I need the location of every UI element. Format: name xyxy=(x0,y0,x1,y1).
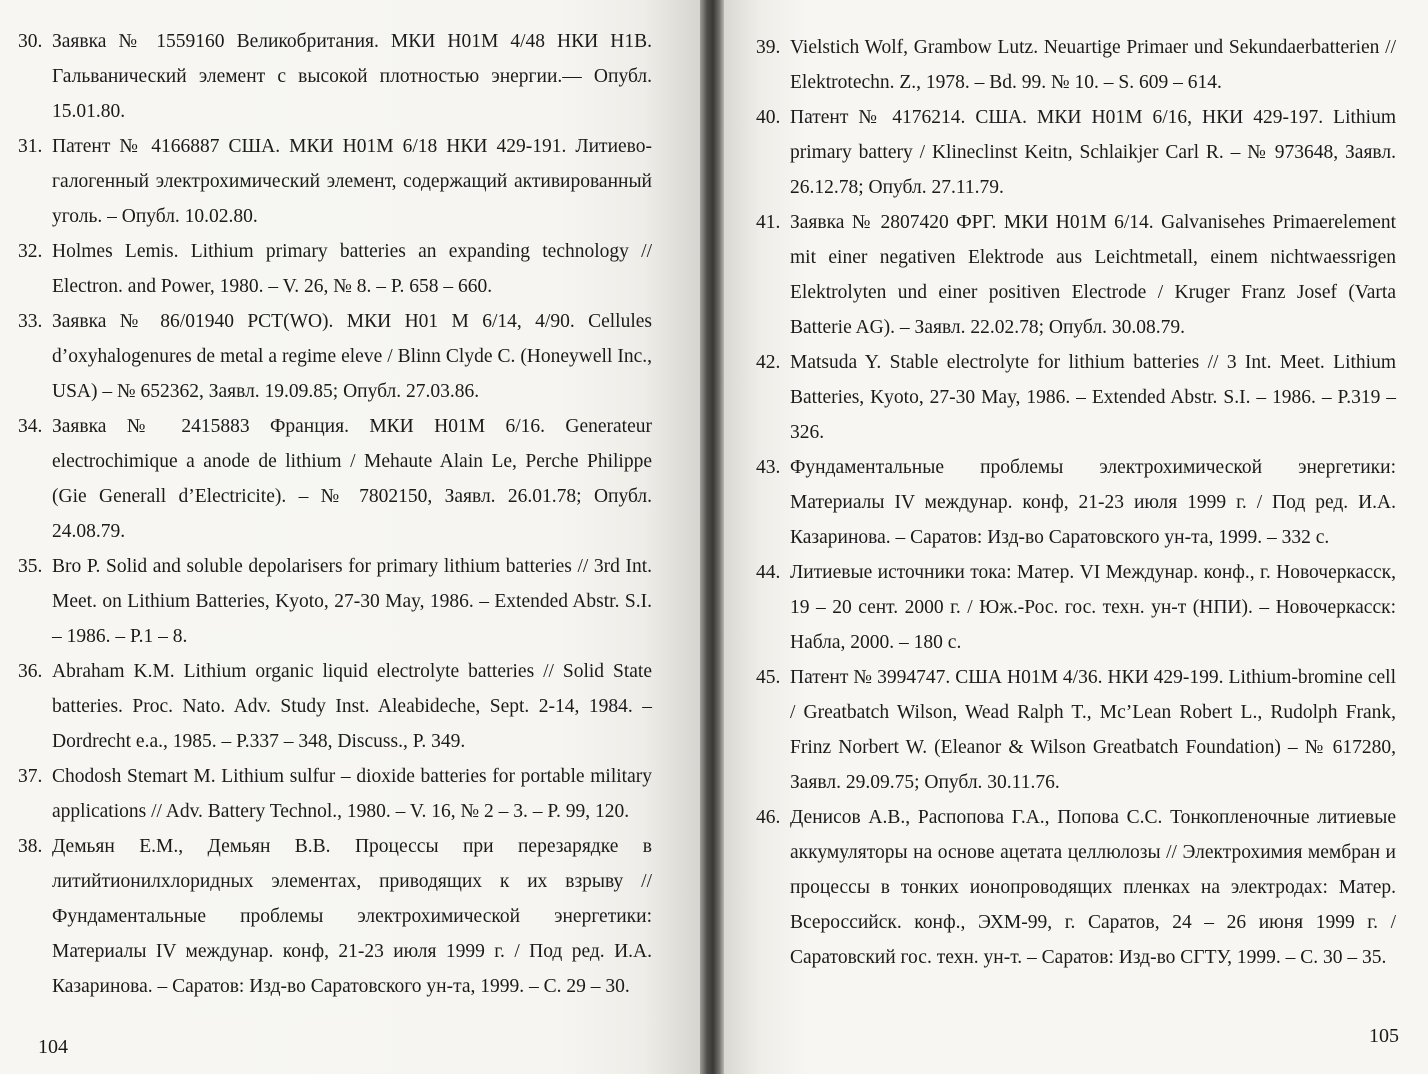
reference-item xyxy=(18,829,652,1004)
reference-number: 37. xyxy=(18,766,43,787)
reference-item xyxy=(756,800,1396,975)
reference-text: Патент № 3994747. США Н01М 4/36. НКИ 429-199. Lithium-bromine cell / Greatbatch Wilson, Wead Ralph T., Mc’Lean Robert L., Rudolph Frank, Frinz Norbert W. (Eleanor & Wilson Greatbatch Foundation) – № 617280, Заявл. 29.09.75; Опубл. 30.11.76. xyxy=(790,667,1396,793)
reference-item xyxy=(18,409,652,549)
reference-number: 42. xyxy=(756,352,781,373)
reference-item xyxy=(18,24,652,129)
reference-text: Заявка № 1559160 Великобритания. МКИ Н01М 4/48 НКИ Н1В. Гальванический элемент с высокой плотностью энергии.— Опубл. 15.01.80. xyxy=(52,31,652,122)
reference-number: 45. xyxy=(756,667,781,688)
reference-item xyxy=(18,654,652,759)
reference-text: Литиевые источники тока: Матер. VI Междунар. конф., г. Новочеркасск, 19 – 20 сент. 2000 г. / Юж.-Рос. гос. техн. ун-т (НПИ). – Новочеркасск: Набла, 2000. – 180 с. xyxy=(790,562,1396,653)
reference-item xyxy=(18,304,652,409)
reference-text: Matsuda Y. Stable electrolyte for lithium batteries // 3 Int. Meet. Lithium Batteries, Kyoto, 27-30 May, 1986. – Extended Abstr. S.I. – 1986. – P.319 – 326. xyxy=(790,352,1396,443)
reference-item xyxy=(756,660,1396,800)
reference-number: 44. xyxy=(756,562,781,583)
reference-number: 31. xyxy=(18,136,43,157)
reference-text: Bro P. Solid and soluble depolarisers for primary lithium batteries // 3rd Int. Meet. on Lithium Batteries, Kyoto, 27-30 May, 1986. – Extended Abstr. S.I. – 1986. – P.1 – 8. xyxy=(52,556,652,647)
reference-text: Chodosh Stemart M. Lithium sulfur – dioxide batteries for portable military applications // Adv. Battery Technol., 1980. – V. 16, № 2 – 3. – P. 99, 120. xyxy=(52,766,652,822)
reference-text: Holmes Lemis. Lithium primary batteries an expanding technology // Electron. and Power, 1980. – V. 26, № 8. – P. 658 – 660. xyxy=(52,241,652,297)
reference-number: 33. xyxy=(18,311,43,332)
reference-item xyxy=(756,450,1396,555)
reference-item xyxy=(756,100,1396,205)
reference-number: 34. xyxy=(18,416,43,437)
page-number-right: 105 xyxy=(1369,1025,1399,1047)
page-number-left: 104 xyxy=(38,1036,68,1058)
reference-item xyxy=(756,345,1396,450)
reference-number: 46. xyxy=(756,807,781,828)
reference-number: 32. xyxy=(18,241,43,262)
reference-item xyxy=(18,549,652,654)
reference-number: 30. xyxy=(18,31,43,52)
reference-item xyxy=(756,555,1396,660)
reference-text: Демьян Е.М., Демьян В.В. Процессы при перезарядке в литийтионилхлоридных элементах, приводящих к их взрыву // Фундаментальные проблемы электрохимической энергетики: Материалы IV междунар. конф, 21-23 июля 1999 г. / Под ред. И.А. Казаринова. – Саратов: Изд-во Саратовского ун-та, 1999. – С. 29 – 30. xyxy=(52,836,652,997)
reference-text: Заявка № 2807420 ФРГ. МКИ Н01М 6/14. Galvanisehes Primaerelement mit einer negativen Elektrode aus Leichtmetall, einem nichtwaessrigen Elektrolyten und einer positiven Electrode / Kruger Franz Josef (Varta Batterie AG). – Заявл. 22.02.78; Опубл. 30.08.79. xyxy=(790,212,1396,338)
left-page xyxy=(0,0,700,1074)
reference-number: 39. xyxy=(756,37,781,58)
reference-text: Заявка № 86/01940 PCT(WO). МКИ H01 M 6/14, 4/90. Cellules d’oxyhalogenures de metal a regime eleve / Blinn Clyde C. (Honeywell Inc., USA) – № 652362, Заявл. 19.09.85; Опубл. 27.03.86. xyxy=(52,311,652,402)
reference-item xyxy=(18,234,652,304)
reference-number: 36. xyxy=(18,661,43,682)
reference-list-left xyxy=(18,24,652,1004)
reference-text: Vielstich Wolf, Grambow Lutz. Neuartige Primaer und Sekundaerbatterien // Elektrotechn. Z., 1978. – Bd. 99. № 10. – S. 609 – 614. xyxy=(790,37,1396,93)
reference-number: 40. xyxy=(756,107,781,128)
reference-item xyxy=(18,129,652,234)
reference-text: Денисов А.В., Распопова Г.А., Попова С.С. Тонкопленочные литиевые аккумуляторы на основе ацетата целлюлозы // Электрохимия мембран и процессы в тонких ионопроводящих пленках на электродах: Матер. Всероссийск. конф., ЭХМ-99, г. Саратов, 24 – 26 июня 1999 г. / Саратовский гос. техн. ун-т. – Саратов: Изд-во СГТУ, 1999. – С. 30 – 35. xyxy=(790,807,1396,968)
reference-number: 35. xyxy=(18,556,43,577)
reference-item xyxy=(756,205,1396,345)
reference-text: Abraham K.M. Lithium organic liquid electrolyte batteries // Solid State batteries. Proc. Nato. Adv. Study Inst. Aleabideche, Sept. 2-14, 1984. – Dordrecht e.a., 1985. – P.337 – 348, Discuss., P. 349. xyxy=(52,661,652,752)
right-page xyxy=(724,0,1428,1074)
reference-text: Патент № 4176214. США. МКИ H01M 6/16, НКИ 429-197. Lithium primary battery / Klineclinst Keitn, Schlaikjer Carl R. – № 973648, Заявл. 26.12.78; Опубл. 27.11.79. xyxy=(790,107,1396,198)
book-gutter xyxy=(700,0,724,1074)
reference-item xyxy=(18,759,652,829)
reference-text: Фундаментальные проблемы электрохимической энергетики: Материалы IV междунар. конф, 21-23 июля 1999 г. / Под ред. И.А. Казаринова. – Саратов: Изд-во Саратовского ун-та, 1999. – 332 с. xyxy=(790,457,1396,548)
reference-item xyxy=(756,30,1396,100)
reference-text: Патент № 4166887 США. МКИ Н01М 6/18 НКИ 429-191. Литиево-галогенный электрохимический элемент, содержащий активированный уголь. – Опубл. 10.02.80. xyxy=(52,136,652,227)
reference-number: 43. xyxy=(756,457,781,478)
reference-number: 38. xyxy=(18,836,43,857)
reference-number: 41. xyxy=(756,212,781,233)
reference-text: Заявка № 2415883 Франция. МКИ Н01М 6/16. Generateur electrochimique a anode de lithium / Mehaute Alain Le, Perche Philippe (Gie Generall d’Electricite). – № 7802150, Заявл. 26.01.78; Опубл. 24.08.79. xyxy=(52,416,652,542)
reference-list-right xyxy=(756,30,1396,975)
